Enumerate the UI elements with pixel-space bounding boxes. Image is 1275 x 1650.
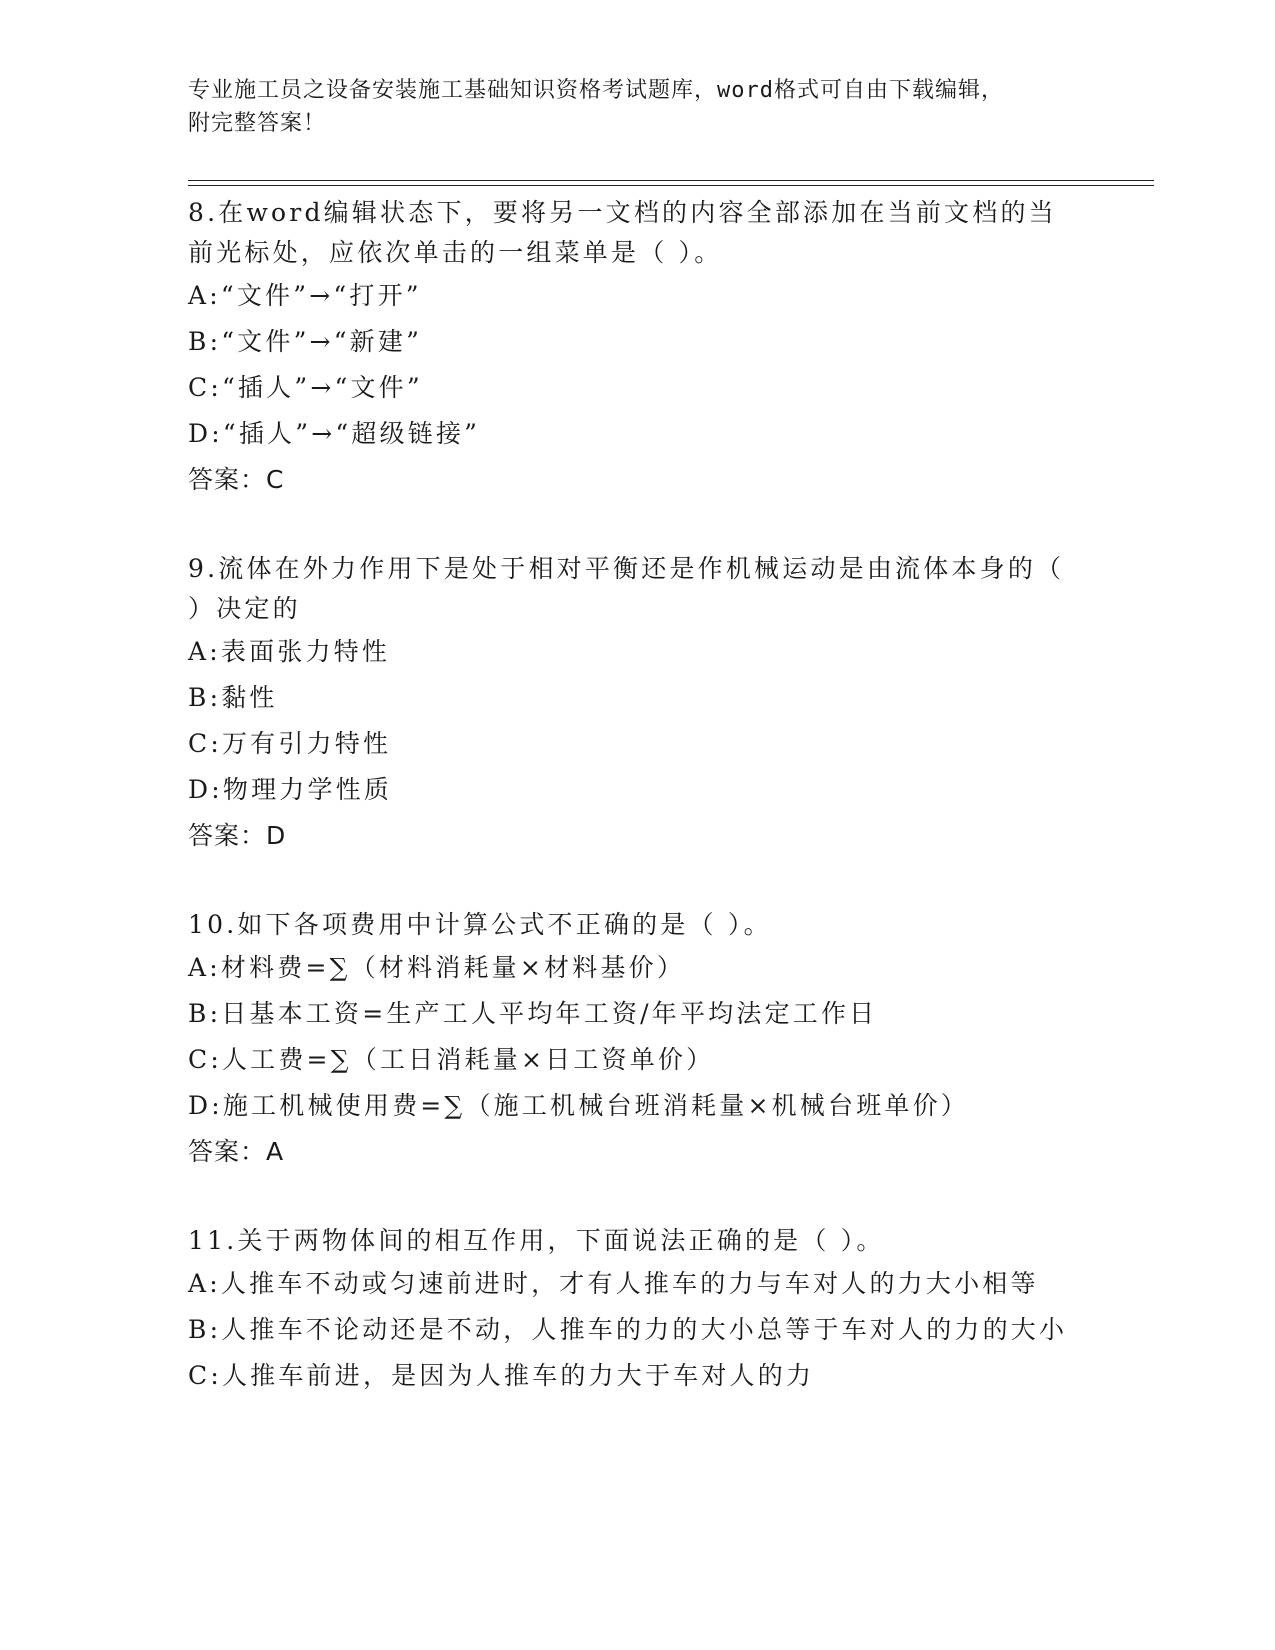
option-b: B:“文件”→“新建” [188, 327, 423, 356]
header-line-2: 附完整答案！ [188, 111, 327, 136]
option-c: C:“插人”→“文件” [188, 373, 423, 402]
question-stem: 8.在word编辑状态下，要将另一文档的内容全部添加在当前文档的当前光标处，应依次单击的一组菜单是（ ）。 [188, 198, 1057, 267]
question-9 [188, 549, 1148, 859]
option-c: C:人工费=∑（工日消耗量×日工资单价） [188, 1045, 715, 1074]
question-stem: 9.流体在外力作用下是处于相对平衡还是作机械运动是由流体本身的（ ）决定的 [188, 554, 1065, 623]
answer-label: 答案：C [188, 465, 285, 494]
header-divider-top [188, 180, 1154, 181]
option-a: A:材料费=∑（材料消耗量×材料基价） [188, 953, 686, 982]
option-d: D:物理力学性质 [188, 775, 393, 804]
option-b: B:黏性 [188, 683, 278, 712]
option-c: C:万有引力特性 [188, 729, 392, 758]
question-list [188, 190, 1148, 1399]
option-d: D:“插人”→“超级链接” [188, 419, 481, 448]
option-a: A:人推车不动或匀速前进时，才有人推车的力与车对人的力大小相等 [188, 1269, 1039, 1298]
option-b: B:日基本工资=生产工人平均年工资/年平均法定工作日 [188, 999, 878, 1028]
question-stem: 11.关于两物体间的相互作用，下面说法正确的是（ ）。 [188, 1226, 885, 1255]
question-stem: 10.如下各项费用中计算公式不正确的是（ ）。 [188, 910, 772, 939]
question-8 [188, 193, 1148, 503]
header-line-1: 专业施工员之设备安装施工基础知识资格考试题库，word格式可自由下载编辑， [188, 78, 1004, 103]
document-header [188, 74, 1068, 140]
option-c: C:人推车前进，是因为人推车的力大于车对人的力 [188, 1361, 815, 1390]
option-d: D:施工机械使用费=∑（施工机械台班消耗量×机械台班单价） [188, 1091, 970, 1120]
answer-label: 答案：A [188, 1137, 285, 1166]
question-11 [188, 1221, 1148, 1399]
header-divider-bottom [188, 185, 1154, 186]
question-10 [188, 905, 1148, 1175]
answer-label: 答案：D [188, 821, 287, 850]
option-b: B:人推车不论动还是不动，人推车的力的大小总等于车对人的力的大小 [188, 1315, 1068, 1344]
option-a: A:表面张力特性 [188, 637, 391, 666]
option-a: A:“文件”→“打开” [188, 281, 422, 310]
